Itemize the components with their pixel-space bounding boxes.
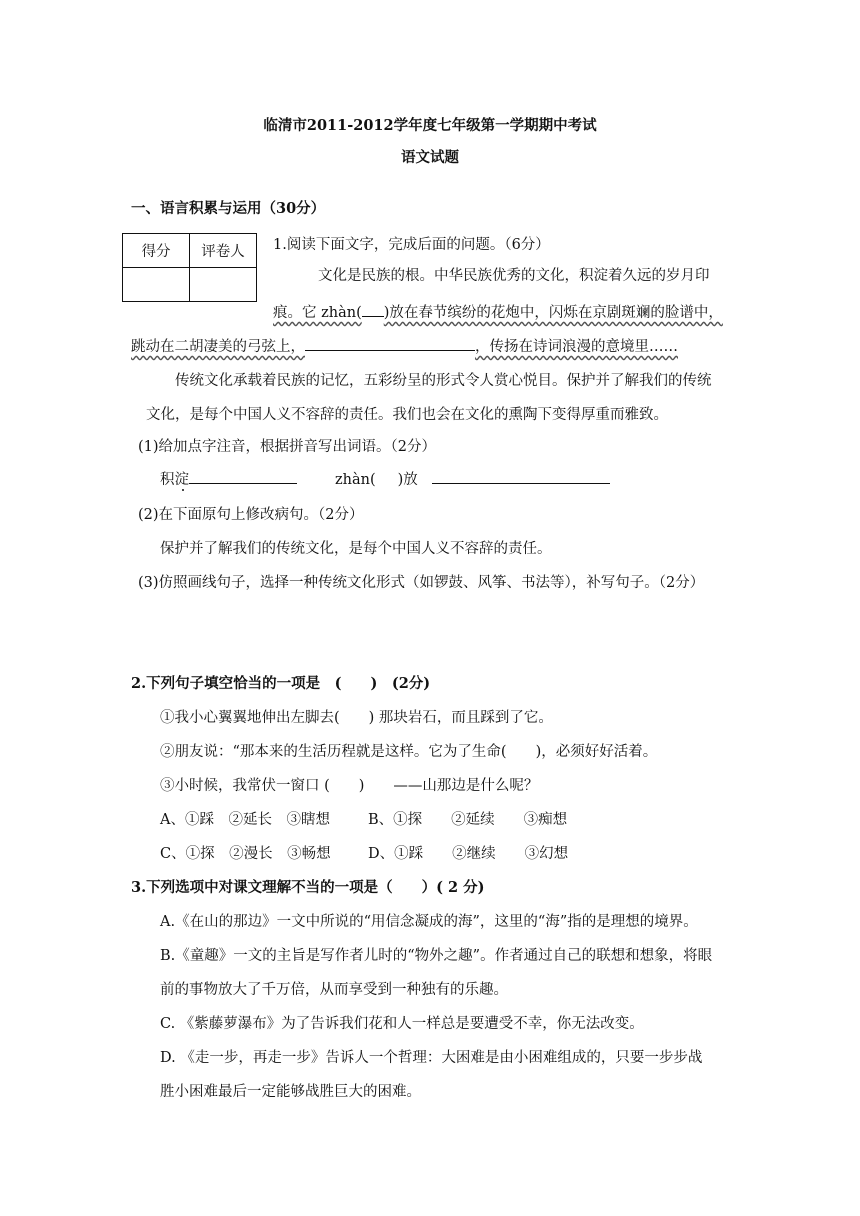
answer-blank[interactable] [189,469,297,484]
q2-option: C、①探 ②漫长 ③畅想 [160,846,331,862]
exam-subtitle: 语文试题 [401,149,459,166]
q1-sub3: (3)仿照画线句子，选择一种传统文化形式（如锣鼓、风筝、书法等），补写句子。（2分） [138,575,705,591]
section-heading: 一、语言积累与运用（30分） [131,200,326,217]
grader-header: 评卷人 [190,234,257,268]
score-table [122,233,257,302]
q1-passage-line: 文化，是每个中国人义不容辞的责任。我们也会在文化的熏陶下变得厚重而雅致。 [146,407,668,423]
q1-passage-line: 跳动在二胡凄美的弓弦上， ，传扬在诗词浪漫的意境里…… [131,336,678,357]
exam-title: 临清市2011-2012学年度七年级第一学期期中考试 [263,117,597,134]
answer-blank[interactable] [432,469,610,484]
q1-passage-line: 痕。它 zhàn( )放在春节缤纷的花炮中，闪烁在京剧斑斓的脸谱中， [273,302,723,323]
q1-passage-line: 文化是民族的根。中华民族优秀的文化，积淀着久远的岁月印 [318,268,710,284]
q2-stem: 2.下列句子填空恰当的一项是 ( ) (2分) [131,675,431,692]
q3-option: A.《在山的那边》一文中所说的“用信念凝成的海”，这里的“海”指的是理想的境界。 [160,914,698,930]
q1-sub1-answers: 积淀 [160,469,297,490]
q1-sub1-answers: zhàn( )放 [335,469,610,490]
q1-sub1: (1)给加点字注音，根据拼音写出词语。（2分） [138,439,437,455]
q2-option: D、①踩 ②继续 ③幻想 [368,846,569,862]
q2-option: A、①踩 ②延长 ③瞎想 [160,812,330,828]
q1-stem: 1.阅读下面文字，完成后面的问题。（6分） [273,237,550,253]
q3-option: D. 《走一步，再走一步》告诉人一个哲理：大困难是由小困难组成的，只要一步步战 [160,1050,703,1066]
score-header: 得分 [123,234,190,268]
q2-option: B、①探 ②延续 ③痴想 [368,812,568,828]
q3-option: B.《童趣》一文的主旨是写作者儿时的“物外之趣”。作者通过自己的联想和想象，将眼 [160,948,713,964]
q3-stem: 3.下列选项中对课文理解不当的一项是（ ）( 2 分) [131,879,485,896]
q2-sentence: ③小时候，我常伏一窗口 ( ) ——山那边是什么呢？ [160,778,539,794]
q3-option: 前的事物放大了千万倍，从而享受到一种独有的乐趣。 [160,982,508,998]
q1-sub2: (2)在下面原句上修改病句。（2分） [138,507,364,523]
score-cell[interactable] [123,268,190,302]
q3-option: 胜小困难最后一定能够战胜巨大的困难。 [160,1084,421,1100]
fill-blank[interactable] [305,336,475,351]
q1-passage-line: 传统文化承载着民族的记忆，五彩纷呈的形式令人赏心悦目。保护并了解我们的传统 [175,373,712,389]
q2-sentence: ②朋友说：“那本来的生活历程就是这样。它为了生命( )，必须好好活着。 [160,744,658,760]
q1-sub2-sentence: 保护并了解我们的传统文化，是每个中国人义不容辞的责任。 [160,541,552,557]
q3-option: C. 《紫藤萝瀑布》为了告诉我们花和人一样总是要遭受不幸，你无法改变。 [160,1016,644,1032]
grader-cell[interactable] [190,268,257,302]
q2-sentence: ①我小心翼翼地伸出左脚去( ) 那块岩石，而且踩到了它。 [160,710,553,726]
